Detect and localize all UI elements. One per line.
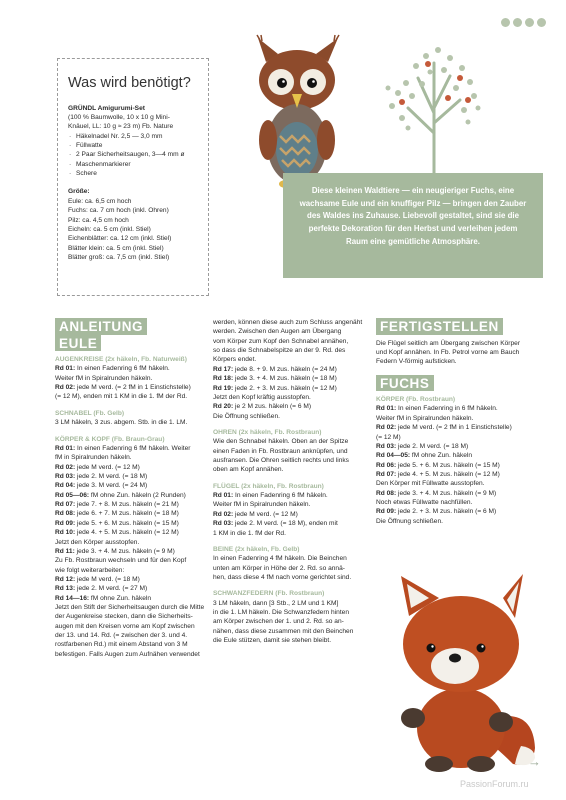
instruction-text: Zu Fb. Rostbraun wechseln und für den Kopf <box>55 557 187 565</box>
instruction-text: je 2 M zus. häkeln (= 6 M) <box>233 403 312 411</box>
instruction-text: Körpers endet. <box>213 356 257 364</box>
round-label: Rd 18: <box>213 375 234 383</box>
round-label: Rd 01: <box>55 365 76 373</box>
instruction-line <box>55 566 210 575</box>
instruction-line <box>55 575 210 584</box>
instruction-text: jede 2. + 3. M zus. häkeln (= 12 M) <box>233 384 337 392</box>
yarn-line: Knäuel, LL: 10 g ≈ 23 m) Fb. Nature <box>68 123 174 131</box>
round-label: Rd 10: <box>55 529 76 537</box>
instruction-line <box>213 636 368 645</box>
subsection-heading: BEINE (2x häkeln, Fb. Gelb) <box>213 545 300 553</box>
instruction-text: Jetzt den Körper ausstopfen. <box>55 538 140 546</box>
instruction-line <box>376 517 531 526</box>
materials-box <box>57 58 209 296</box>
instruction-line <box>55 383 210 392</box>
round-label: Rd 09: <box>55 519 76 527</box>
instruction-text: der Augenkreise stecken, dann die Sicherheits- <box>55 613 193 621</box>
instruction-text: so dass die Schnabelspitze an der 9. Rd. des <box>213 347 346 355</box>
sizes-title: Größe: <box>68 188 90 196</box>
instruction-line <box>55 556 210 565</box>
instruction-text: jede 4. + 5. M zus. häkeln (= 12 M) <box>396 470 500 478</box>
instruction-line <box>55 472 210 481</box>
instruction-line <box>213 393 368 402</box>
instruction-text: Die Öffnung schließen. <box>213 412 280 420</box>
instruction-line <box>55 528 210 537</box>
instruction-text: werden. Zwischen den Augen am Übergang <box>213 328 342 336</box>
section-title-eule: EULE <box>55 335 101 352</box>
instruction-text: jede 6. + 7. M zus. häkeln (= 18 M) <box>75 510 179 518</box>
instruction-text: jede M verd. (= 12 M) <box>75 463 140 471</box>
instruction-line <box>213 318 368 327</box>
materials-item: · Maschenmarkierer <box>68 160 198 169</box>
intro-text: Diese kleinen Waldtiere — ein neugieriger Fuchs, eine wachsame Eule und ein knuffiger Pilz — bringen den Zauber des Waldes ins Zuhause. Liebevoll gestaltet, sind sie die perfekte Dekoration für den Herbst und verleihen jedem Raum eine gemütliche Atmosphäre. <box>299 186 527 246</box>
instruction-line <box>55 418 210 427</box>
instruction-line <box>376 442 531 451</box>
instruction-text: befestigen. Falls Augen zum Aufnähen verwendet <box>55 650 200 658</box>
instruction-text: (= 12 M), enden mit 1 KM in die 1. fM der Rd. <box>55 393 188 401</box>
instruction-line <box>213 627 368 636</box>
instruction-line <box>213 573 368 582</box>
instruction-text: jede M verd. (= 2 fM in 1 Einstichstelle) <box>75 384 191 392</box>
instruction-line <box>55 640 210 649</box>
instruction-text: In einen Fadenring 6 fM häkeln. <box>233 492 328 500</box>
instruction-text: jede 3. + 4. M zus. häkeln (= 9 M) <box>396 489 497 497</box>
instruction-line <box>213 337 368 346</box>
round-label: Rd 12: <box>55 575 76 583</box>
tree-illustration <box>378 38 490 173</box>
instruction-text: In einen Fadenring 6 fM häkeln. <box>75 365 170 373</box>
instruction-line <box>213 529 368 538</box>
round-label: Rd 02: <box>55 463 76 471</box>
instruction-line <box>376 498 531 507</box>
instruction-text: der 13. und 14. Rd. (= zwischen der 3. und 4. <box>55 632 188 640</box>
instruction-text: jede M verd. (= 12 M) <box>233 510 298 518</box>
instruction-line <box>213 355 368 364</box>
instruction-text: jede 3. M verd. (= 24 M) <box>75 482 148 490</box>
finish-line: Die Flügel seitlich am Übergang zwischen Körper <box>376 339 521 347</box>
instruction-line <box>55 509 210 518</box>
instruction-text: jede 2. M verd. (= 18 M) <box>396 442 469 450</box>
instruction-line <box>376 404 531 413</box>
round-label: Rd 08: <box>376 489 397 497</box>
instruction-text: vom Körper zum Kopf den Schnabel annähen, <box>213 337 349 345</box>
round-label: Rd 02: <box>376 424 397 432</box>
round-label: Rd 02: <box>55 384 76 392</box>
instruction-line <box>376 414 531 423</box>
instruction-text: Wie den Schnabel häkeln. Oben an der Spitze <box>213 438 349 446</box>
instruction-text: nähen, dass diese zusammen mit den Beinchen <box>213 627 354 635</box>
round-label: Rd 01: <box>376 405 397 413</box>
instruction-text: werden, können diese auch zum Schluss angenäht <box>213 319 363 326</box>
instructions-column-3 <box>376 318 531 526</box>
size-line: Blätter groß: ca. 7,5 cm (inkl. Stiel) <box>68 253 170 261</box>
instruction-text: 1 KM in die 1. fM der Rd. <box>213 529 286 537</box>
round-label: Rd 03: <box>376 442 397 450</box>
instruction-text: Die Öffnung schließen. <box>376 517 443 525</box>
instruction-line <box>376 423 531 432</box>
instruction-line <box>55 622 210 631</box>
instruction-text: rostfarbenen Rd.) mit einem Abstand von 3 M <box>55 641 188 649</box>
instruction-line <box>55 650 210 659</box>
instruction-line <box>55 374 210 383</box>
instruction-line <box>213 554 368 563</box>
materials-item: · 2 Paar Sicherheitsaugen, 3—4 mm ø <box>68 150 198 159</box>
size-line: Pilz: ca. 4,5 cm hoch <box>68 216 129 224</box>
subsection-heading: KÖRPER & KOPF (Fb. Braun-Grau) <box>55 435 165 443</box>
instruction-line <box>213 617 368 626</box>
instruction-text: oben am Kopf annähen. <box>213 466 284 474</box>
instruction-line <box>213 346 368 355</box>
instruction-text: jede 7. + 8. M zus. häkeln (= 21 M) <box>75 501 179 509</box>
round-label: Rd 11: <box>55 547 75 555</box>
materials-item: · Häkelnadel Nr. 2,5 — 3,0 mm <box>68 132 198 141</box>
fox-photo <box>383 568 543 773</box>
instruction-line <box>213 500 368 509</box>
round-label: Rd 03: <box>55 472 76 480</box>
instruction-line <box>55 491 210 500</box>
instruction-text: hen, dass diese 4 fM nach vorne gerichtet sind. <box>213 573 352 581</box>
size-line: Eicheln: ca. 5 cm (inkl. Stiel) <box>68 225 151 233</box>
round-label: Rd 06: <box>376 461 397 469</box>
round-label: Rd 04: <box>55 482 76 490</box>
instruction-line <box>55 392 210 401</box>
instruction-text: In einen Fadenring in 6 fM häkeln. <box>396 405 498 413</box>
round-label: Rd 19: <box>213 384 234 392</box>
intro-box <box>283 173 543 278</box>
round-label: Rd 02: <box>213 510 234 518</box>
instruction-text: jede 2. + 3. M zus. häkeln (= 6 M) <box>396 508 497 516</box>
materials-title: Was wird benötigt? <box>68 75 191 91</box>
instruction-line <box>376 507 531 516</box>
page-dot <box>525 18 534 27</box>
round-label: Rd 01: <box>55 444 76 452</box>
subsection-heading: AUGENKREISE (2x häkeln, Fb. Naturweiß) <box>55 356 187 364</box>
instruction-text: jede 2. M verd. (= 27 M) <box>75 585 148 593</box>
instruction-text: (= 12 M) <box>376 433 401 441</box>
instruction-line <box>213 491 368 500</box>
instruction-line <box>55 631 210 640</box>
instruction-text: Den Körper mit Füllwatte ausstopfen. <box>376 480 485 488</box>
instruction-text: Weiter fM in Spiralrunden häkeln. <box>213 501 311 509</box>
instruction-line <box>55 594 210 603</box>
page-dot <box>513 18 522 27</box>
instruction-text: jede 2. M verd. (= 18 M), enden mit <box>233 520 338 528</box>
subsection-heading: SCHWANZFEDERN (Fb. Rostbraun) <box>213 590 325 598</box>
instruction-line <box>213 412 368 421</box>
page-dot <box>501 18 510 27</box>
instruction-text: 3 LM häkeln, 3 zus. abgem. Stb. in die 1. LM. <box>55 419 188 427</box>
instruction-text: jede 5. + 6. M zus. häkeln (= 15 M) <box>75 519 179 527</box>
instruction-text: In einen Fadenring 6 fM häkeln. Weiter <box>75 444 191 452</box>
instruction-text: die Eule stützen, damit sie stehen bleibt. <box>213 637 332 645</box>
page-indicator <box>501 18 546 27</box>
instruction-line <box>55 444 210 453</box>
instruction-line <box>55 481 210 490</box>
watermark: PassionForum.ru <box>460 779 529 789</box>
subsection-heading: FLÜGEL (2x häkeln, Fb. Rostbraun) <box>213 482 324 490</box>
instruction-text: jede M verd. (= 18 M) <box>75 575 140 583</box>
instruction-text: jede M verd. (= 2 fM in 1 Einstichstelle) <box>396 424 512 432</box>
kit-name: GRÜNDL Amigurumi-Set <box>68 104 145 112</box>
finish-line: Federn V-förmig aufsticken. <box>376 358 457 366</box>
instruction-text: fM in Spiralrunden häkeln. <box>55 454 132 462</box>
instruction-text: In einen Fadenring 4 fM häkeln. Die Beinchen <box>213 555 347 563</box>
round-label: Rd 04—05: <box>376 452 411 460</box>
instruction-text: wie folgt weiterarbeiten: <box>55 566 125 574</box>
instruction-text: fM ohne Zun. häkeln <box>89 594 152 602</box>
owl-photo <box>248 32 346 192</box>
instruction-text: jede 2. M verd. (= 18 M) <box>75 472 148 480</box>
instruction-text: fM ohne Zun. häkeln <box>410 452 473 460</box>
instruction-line <box>213 599 368 608</box>
instruction-text: jede 3. + 4. M zus. häkeln (= 18 M) <box>233 375 337 383</box>
instruction-text: einen Faden in Fb. Rostbraun anknüpfen, und <box>213 447 348 455</box>
next-page-arrow-icon[interactable]: → <box>528 754 541 769</box>
instruction-line <box>55 603 210 612</box>
round-label: Rd 14—16: <box>55 594 90 602</box>
instruction-list <box>213 318 368 646</box>
instruction-text: jede 8. + 9. M zus. häkeln (= 24 M) <box>233 365 337 373</box>
instruction-text: augen mit den Kreisen vorne am Kopf zwischen <box>55 622 195 630</box>
instruction-line <box>376 433 531 442</box>
instruction-line <box>376 461 531 470</box>
instruction-text: Noch etwas Füllwatte nachfüllen. <box>376 499 473 507</box>
yarn-line: (100 % Baumwolle, 10 x 10 g Mini- <box>68 113 170 121</box>
instruction-text: Jetzt den Kopf kräftig ausstopfen. <box>213 393 311 401</box>
section-title-fertigstellen: FERTIGSTELLEN <box>376 318 503 335</box>
subsection-heading: SCHNABEL (Fb. Gelb) <box>55 409 125 417</box>
instruction-line <box>213 384 368 393</box>
subsection-heading: OHREN (2x häkeln, Fb. Rostbraun) <box>213 428 322 436</box>
instruction-line <box>213 402 368 411</box>
instruction-line <box>213 437 368 446</box>
instruction-line <box>55 364 210 373</box>
instruction-list <box>55 355 210 659</box>
instruction-text: Jetzt den Stift der Sicherheitsaugen durch die Mitte <box>55 604 205 612</box>
round-label: Rd 20: <box>213 403 234 411</box>
section-title-fuchs: FUCHS <box>376 375 434 392</box>
instruction-line <box>376 470 531 479</box>
round-label: Rd 01: <box>213 492 234 500</box>
instruction-line <box>55 547 210 556</box>
instruction-line <box>213 608 368 617</box>
instruction-line <box>213 327 368 336</box>
round-label: Rd 03: <box>213 520 234 528</box>
instruction-line <box>213 365 368 374</box>
instruction-line <box>55 584 210 593</box>
round-label: Rd 07: <box>55 501 76 509</box>
instruction-line <box>213 465 368 474</box>
size-line: Blätter klein: ca. 5 cm (inkl. Stiel) <box>68 244 164 252</box>
instruction-line <box>376 479 531 488</box>
instruction-line <box>213 519 368 528</box>
round-label: Rd 09: <box>376 508 397 516</box>
instruction-text: ausfransen. Die Ohren seitlich rechts und links <box>213 457 349 465</box>
round-label: Rd 08: <box>55 510 76 518</box>
instruction-text: unten am Körper in Höhe der 2. Rd. so annä- <box>213 564 345 572</box>
instruction-line <box>213 510 368 519</box>
instruction-line <box>55 519 210 528</box>
instruction-line <box>213 374 368 383</box>
instruction-line <box>213 447 368 456</box>
instruction-text: Weiter fM in Spiralrunden häkeln. <box>376 414 474 422</box>
instruction-text: am Körper zwischen der 1. und 2. Rd. so an- <box>213 618 344 626</box>
instructions-column-2 <box>213 318 368 646</box>
instruction-text: Weiter fM in Spiralrunden häkeln. <box>55 374 153 382</box>
instruction-line <box>213 564 368 573</box>
round-label: Rd 07: <box>376 470 397 478</box>
instruction-line <box>55 453 210 462</box>
instruction-list <box>376 395 531 526</box>
round-label: Rd 13: <box>55 585 76 593</box>
instruction-text: jede 5. + 6. M zus. häkeln (= 15 M) <box>396 461 500 469</box>
materials-item: · Schere <box>68 169 198 178</box>
size-line: Fuchs: ca. 7 cm hoch (inkl. Ohren) <box>68 207 169 215</box>
instruction-line <box>55 538 210 547</box>
materials-list <box>68 132 198 179</box>
instruction-line <box>55 500 210 509</box>
section-title-anleitung: ANLEITUNG <box>55 318 147 335</box>
instruction-text: fM ohne Zun. häkeln (2 Runden) <box>89 491 186 499</box>
instruction-line <box>55 612 210 621</box>
instruction-line <box>376 451 531 460</box>
instruction-line <box>55 463 210 472</box>
page-dot <box>537 18 546 27</box>
instruction-line <box>213 456 368 465</box>
round-label: Rd 05—06: <box>55 491 90 499</box>
round-label: Rd 17: <box>213 365 234 373</box>
size-line: Eichenblätter: ca. 12 cm (inkl. Stiel) <box>68 235 172 243</box>
instruction-text: 3 LM häkeln, dann [3 Stb., 2 LM und 1 KM] <box>213 599 339 607</box>
size-line: Eule: ca. 6,5 cm hoch <box>68 197 132 205</box>
subsection-heading: KÖRPER (Fb. Rostbraun) <box>376 396 456 404</box>
instruction-line <box>376 489 531 498</box>
finish-line: und Kopf annähen. In Fb. Petrol vorne am Bauch <box>376 348 520 356</box>
instruction-text: jede 4. + 5. M zus. häkeln (= 12 M) <box>75 529 179 537</box>
instruction-text: jede 3. + 4. M zus. häkeln (= 9 M) <box>74 547 175 555</box>
instructions-column-1 <box>55 318 210 659</box>
materials-item: · Füllwatte <box>68 141 198 150</box>
instruction-text: in die 1. LM häkeln. Die Schwanzfedern hinten <box>213 609 349 617</box>
